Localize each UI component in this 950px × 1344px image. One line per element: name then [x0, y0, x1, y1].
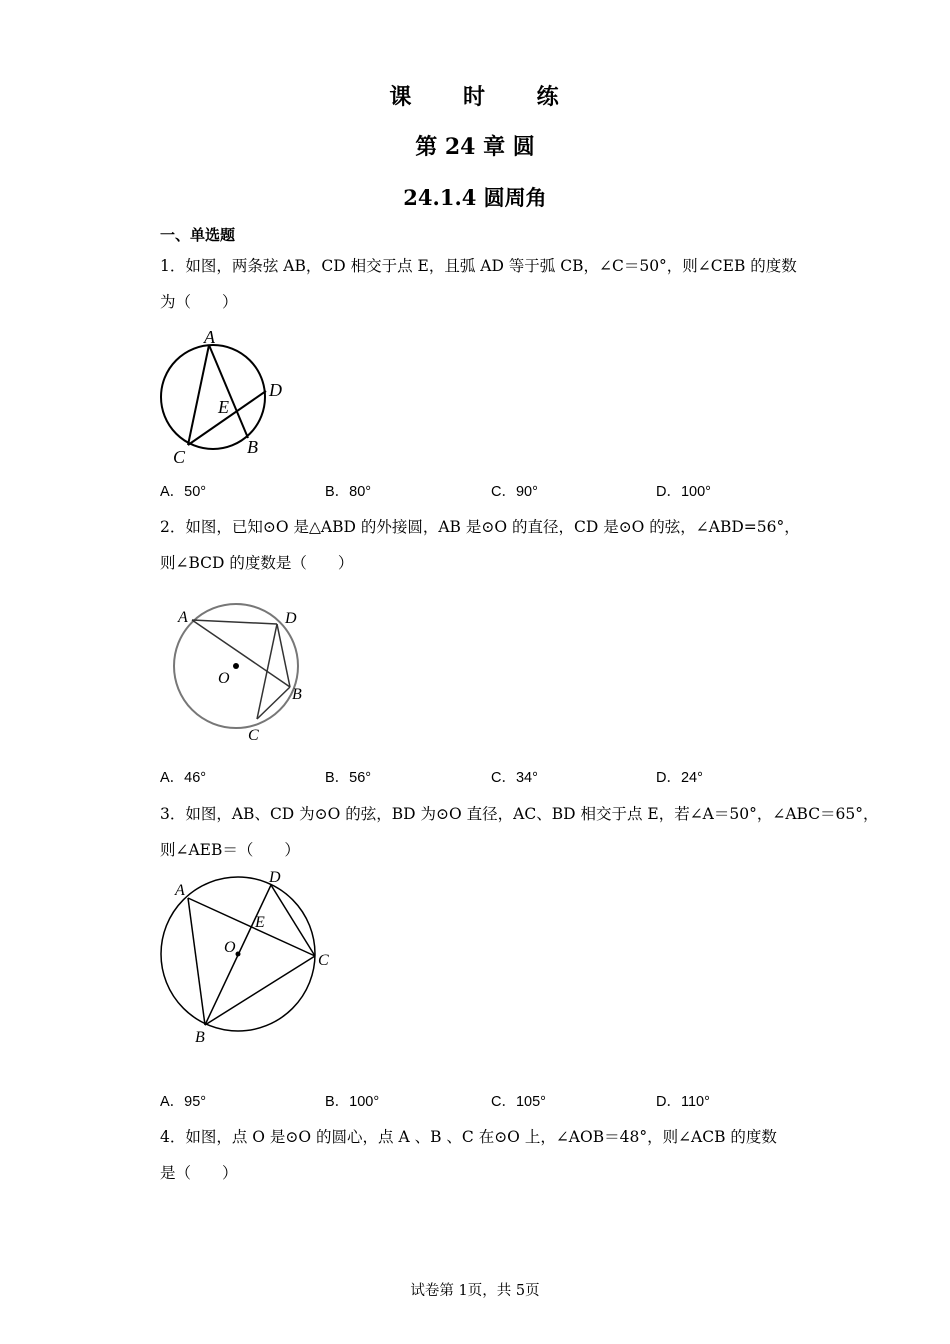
q1-option-c[interactable]: C．90°: [491, 484, 538, 500]
question-1-line-2: 为（ ）: [160, 293, 238, 311]
center-dot: [233, 663, 239, 669]
question-1-figure: [155, 325, 295, 465]
question-1-line-1: 1．如图，两条弦 AB，CD 相交于点 E，且弧 AD 等于弧 CB，∠C＝50°，则∠CEB 的度数: [160, 257, 797, 275]
q1-option-a[interactable]: A．50°: [160, 484, 207, 500]
question-4-line-2: 是（ ）: [160, 1164, 238, 1182]
q3-option-a[interactable]: A．95°: [160, 1094, 207, 1110]
label-a: A: [204, 327, 215, 347]
question-4-line-1: 4．如图，点 O 是⊙O 的圆心，点 A 、B 、C 在⊙O 上，∠AOB＝48°，则∠ACB 的度数: [160, 1128, 777, 1146]
center-dot: [236, 952, 241, 957]
label-b: B: [195, 1029, 205, 1046]
q1-option-b[interactable]: B．80°: [325, 484, 372, 500]
label-c: C: [248, 727, 259, 744]
question-2-line-2: 则∠BCD 的度数是（ ）: [160, 554, 354, 572]
label-d: D: [269, 380, 282, 400]
q3-option-b[interactable]: B．100°: [325, 1094, 380, 1110]
q2-option-a[interactable]: A．46°: [160, 770, 207, 786]
label-d: D: [269, 869, 281, 886]
chord-ad: [192, 620, 277, 624]
page-footer: 试卷第 1页，共 5页: [410, 1283, 540, 1299]
q3-option-c[interactable]: C．105°: [491, 1094, 546, 1110]
label-c: C: [318, 952, 329, 969]
chord-ab: [188, 898, 205, 1025]
page-title: 课 时 练: [389, 84, 581, 110]
chord-dc: [257, 624, 277, 719]
q3-option-d[interactable]: D．110°: [656, 1094, 710, 1110]
label-b: B: [247, 437, 258, 457]
label-e: E: [218, 397, 229, 417]
label-e: E: [255, 914, 265, 931]
q2-option-d[interactable]: D．24°: [656, 770, 703, 786]
chord-ab: [209, 345, 248, 438]
chapter-title: 第 24 章 圆: [415, 134, 535, 160]
q2-option-c[interactable]: C．34°: [491, 770, 538, 786]
label-a: A: [178, 609, 188, 626]
question-3-figure: [155, 865, 340, 1050]
label-a: A: [175, 882, 185, 899]
lesson-title: 24.1.4 圆周角: [403, 185, 547, 210]
label-c: C: [173, 447, 186, 465]
question-2-figure: [170, 595, 315, 750]
question-3-line-1: 3．如图，AB、CD 为⊙O 的弦，BD 为⊙O 直径，AC、BD 相交于点 E，若∠A＝50°，∠ABC＝65°，: [160, 805, 879, 823]
label-b: B: [292, 686, 302, 703]
section-heading: 一、单选题: [160, 226, 236, 244]
q2-option-b[interactable]: B．56°: [325, 770, 372, 786]
chord-ac: [188, 345, 209, 445]
circle: [161, 345, 265, 449]
label-o: O: [218, 670, 230, 687]
question-3-line-2: 则∠AEB＝（ ）: [160, 841, 300, 859]
q1-option-d[interactable]: D．100°: [656, 484, 711, 500]
label-d: D: [285, 610, 297, 627]
label-o: O: [224, 939, 236, 956]
question-2-line-1: 2．如图，已知⊙O 是△ABD 的外接圆，AB 是⊙O 的直径，CD 是⊙O 的弦，∠ABD=56°，: [160, 518, 800, 536]
